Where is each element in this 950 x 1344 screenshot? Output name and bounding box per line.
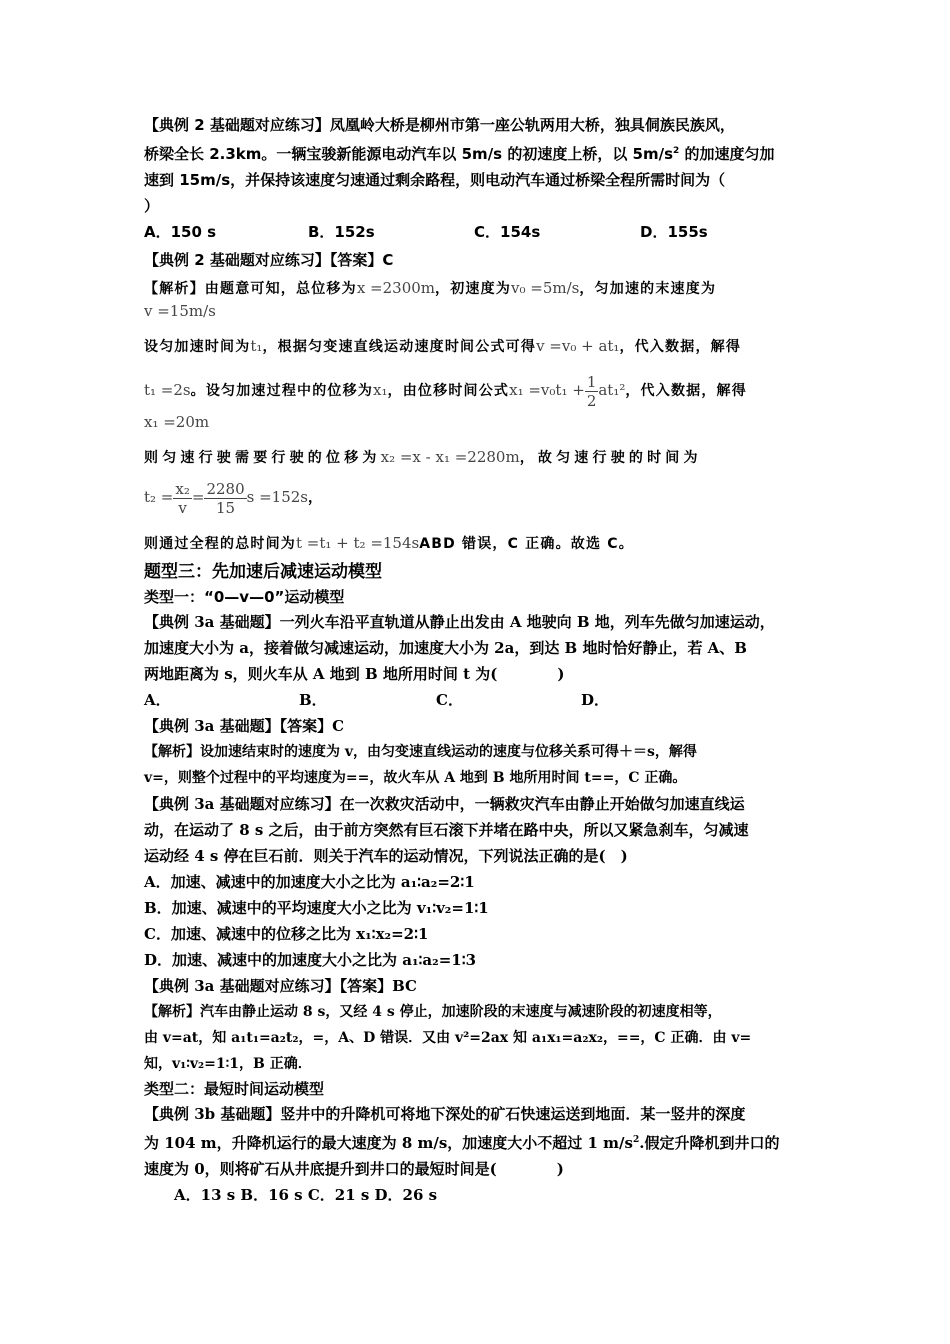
answer-options xyxy=(144,687,812,713)
question-line: 速到 15m/s，并保持该速度匀速通过剩余路程，则电动汽车通过桥梁全程所需时间为（ xyxy=(144,171,726,189)
math-expression: t₁ =2s xyxy=(144,381,191,399)
solution-line: 设匀加速时间为t₁，根据匀变速直线运动速度时间公式可得v =v₀ + at₁，代入数据，解得 xyxy=(144,337,742,355)
question-line: ） xyxy=(144,197,160,215)
fraction: $\frac{\text{x₂}}{v}$ xyxy=(175,479,190,517)
answer-line: 【典例 3a 基础题对应练习】【答案】BC xyxy=(144,977,417,995)
math-expression: x₁ xyxy=(373,381,388,399)
solution-line: t₁ =2s。设匀加速过程中的位移为x₁，由位移时间公式x₁ =v₀t₁ + $\frac{1}{2}$ at₁²，代入数据，解得 xyxy=(144,372,747,410)
math-expression: x₂ =x - x₁ =2280m xyxy=(380,448,520,466)
math-expression: t =t₁ + t₂ =154s xyxy=(296,534,420,552)
math-expression: x₁ =20m xyxy=(144,413,210,431)
math-expression: t₁ xyxy=(250,337,263,355)
solution-line: 由 v=at，知 a₁t₁=a₂t₂，=，A、D 错误．又由 v²=2ax 知 a₁x₁=a₂x₂，==，C 正确．由 v= xyxy=(144,1030,752,1046)
example3a-question xyxy=(144,609,812,687)
answer-options: A．13 s B．16 s C．21 s D．26 s xyxy=(174,1186,438,1204)
document-page xyxy=(144,112,812,1208)
solution-line xyxy=(144,411,812,434)
option-c: C．加速、减速中的位移之比为 x₁∶x₂=2∶1 xyxy=(144,925,429,943)
question-line: 动，在运动了 8 s 之后，由于前方突然有巨石滚下并堵在路中央，所以又紧急刹车，匀减速 xyxy=(144,821,749,839)
math-expression: t₂ = $\frac{\text{x₂}}{v}$ = $\frac{2280}{15}$ s =152s xyxy=(144,479,309,517)
option-d: D．155s xyxy=(640,223,708,241)
fraction: $\frac{1}{2}$ xyxy=(586,372,597,410)
section-title: 题型三：先加速后减速运动模型 xyxy=(144,562,382,582)
option-a: A． xyxy=(144,691,171,709)
solution-line: 【解析】汽车由静止运动 8 s，又经 4 s 停止，加速阶段的末速度与减速阶段的初速度相等， xyxy=(144,1004,722,1020)
example3b-question xyxy=(144,1101,812,1208)
option-a: A．加速、减速中的加速度大小之比为 a₁∶a₂=2∶1 xyxy=(144,873,475,891)
subsection-title: 类型二：最短时间运动模型 xyxy=(144,1080,325,1098)
option-b: B．加速、减速中的平均速度大小之比为 v₁∶v₂=1∶1 xyxy=(144,899,489,917)
option-a: A．150 s xyxy=(144,223,217,241)
solution-block xyxy=(144,277,812,557)
solution-line xyxy=(144,300,812,323)
solution-line: 【解析】设加速结束时的速度为 v，由匀变速直线运动的速度与位移关系可得＋＝s，解得 xyxy=(144,744,697,760)
math-expression: v =15m/s xyxy=(144,302,216,320)
math-expression: x =2300m xyxy=(356,279,436,297)
answer-line: 【典例 3a 基础题】【答案】C xyxy=(144,717,345,735)
question-line: 【典例 3a 基础题对应练习】在一次救灾活动中，一辆救灾汽车由静止开始做匀加速直线运 xyxy=(144,795,745,813)
option-c: C． xyxy=(436,691,463,709)
answer-options xyxy=(144,219,812,245)
solution-line: 【解析】由题意可知，总位移为x =2300m，初速度为v₀ =5m/s，匀加速的末速度为 xyxy=(144,279,717,297)
option-c: C．154s xyxy=(474,223,541,241)
solution-line: 则通过全程的总时间为t =t₁ + t₂ =154sABD 错误，C 正确。故选 C。 xyxy=(144,534,634,552)
option-b: B． xyxy=(299,691,327,709)
answer-line: 【典例 2 基础题对应练习】【答案】C xyxy=(144,251,394,269)
question-line: 【典例 2 基础题对应练习】凤凰岭大桥是柳州市第一座公轨两用大桥，独具侗族民族风， xyxy=(144,116,735,134)
solution-line: v=，则整个过程中的平均速度为==，故火车从 A 地到 B 地所用时间 t==，C 正确。 xyxy=(144,770,687,786)
solution-line: 知，v₁∶v₂=1∶1，B 正确． xyxy=(144,1056,312,1072)
option-d: D． xyxy=(581,691,610,709)
math-expression: v =v₀ + at₁ xyxy=(536,337,620,355)
example3a-practice-question xyxy=(144,791,812,973)
question-line: 【典例 3b 基础题】竖井中的升降机可将地下深处的矿石快速运送到地面．某一竖井的深度 xyxy=(144,1105,746,1123)
question-line: 【典例 3a 基础题】一列火车沿平直轨道从静止出发由 A 地驶向 B 地，列车先做匀加速运动， xyxy=(144,613,775,631)
subsection-title: 类型一：“0—v—0”运动模型 xyxy=(144,588,345,606)
fraction: $\frac{2280}{15}$ xyxy=(206,479,245,517)
question-line: 桥梁全长 2.3km。一辆宝骏新能源电动汽车以 5m/s 的初速度上桥，以 $5m/s^2$ 的加速度匀加 xyxy=(144,145,775,163)
question-line: 两地距离为 s，则火车从 A 地到 B 地所用时间 t 为( ) xyxy=(144,665,565,683)
option-d: D．加速、减速中的加速度大小之比为 a₁∶a₂=1∶3 xyxy=(144,951,477,969)
question-line: 为 104 m，升降机运行的最大速度为 8 m/s，加速度大小不超过 1 $m/s^2$.假定升降机到井口的 xyxy=(144,1134,780,1152)
question-line: 速度为 0，则将矿石从井底提升到井口的最短时间是( ) xyxy=(144,1160,564,1178)
question-line: 加速度大小为 a，接着做匀减速运动，加速度大小为 2a，到达 B 地时恰好静止，若 A、B xyxy=(144,639,747,657)
option-b: B．152s xyxy=(308,223,375,241)
solution-line: 则匀速行驶需要行驶的位移为x₂ =x - x₁ =2280m，故匀速行驶的时间为 xyxy=(144,448,702,466)
math-expression: v₀ =5m/s xyxy=(511,279,580,297)
question-line: 运动经 4 s 停在巨石前．则关于汽车的运动情况，下列说法正确的是( ) xyxy=(144,847,628,865)
solution-line: t₂ = $\frac{\text{x₂}}{v}$ = $\frac{2280}{15}$ s =152s， xyxy=(144,479,324,517)
math-expression: x₁ =v₀t₁ + $\frac{1}{2}$ at₁² xyxy=(509,372,626,410)
example2-practice-question xyxy=(144,112,812,219)
